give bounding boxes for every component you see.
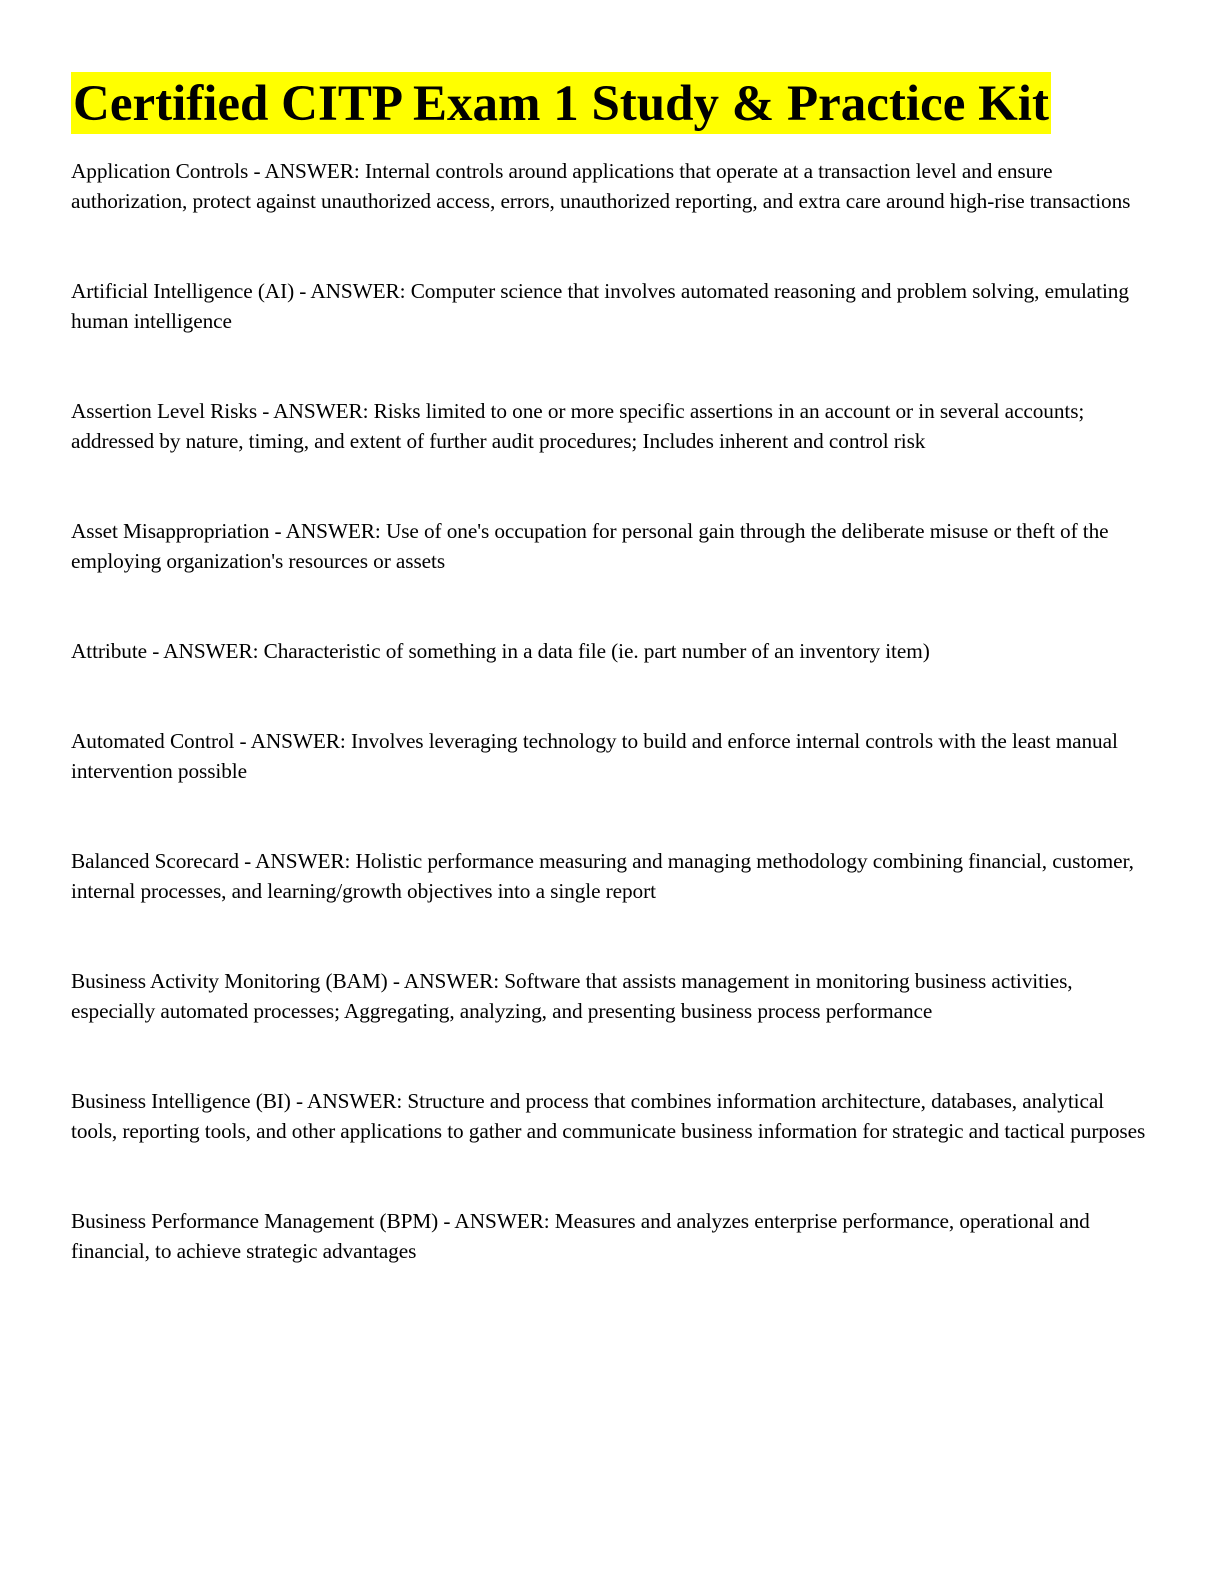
entry-automated-control: Automated Control - ANSWER: Involves leveraging technology to build and enforce internal controls with the least manual intervention possible [71,729,1118,783]
document-title: Certified CITP Exam 1 Study & Practice Kit [71,72,1051,134]
entry-business-performance-management: Business Performance Management (BPM) - ANSWER: Measures and analyzes enterprise performance, operational and financial, to achieve strategic advantages [71,1209,1090,1263]
entry-assertion-level-risks: Assertion Level Risks - ANSWER: Risks limited to one or more specific assertions in an account or in several accounts; addressed by nature, timing, and extent of further audit procedures; Includes inherent and control risk [71,399,1085,453]
entry-asset-misappropriation: Asset Misappropriation - ANSWER: Use of one's occupation for personal gain through the deliberate misuse or theft of the employing organization's resources or assets [71,519,1109,573]
entry-artificial-intelligence: Artificial Intelligence (AI) - ANSWER: Computer science that involves automated reasoning and problem solving, emulating human intelligence [71,279,1129,333]
entry-attribute: Attribute - ANSWER: Characteristic of something in a data file (ie. part number of an inventory item) [71,639,930,663]
document-page [71,72,1151,1326]
entry-business-activity-monitoring: Business Activity Monitoring (BAM) - ANSWER: Software that assists management in monitoring business activities, especially automated processes; Aggregating, analyzing, and presenting business process performance [71,969,1073,1023]
entry-application-controls: Application Controls - ANSWER: Internal controls around applications that operate at a transaction level and ensure authorization, protect against unauthorized access, errors, unauthorized reporting, and extra care around high-rise transactions [71,159,1131,213]
entry-list [71,156,1151,1266]
entry-business-intelligence: Business Intelligence (BI) - ANSWER: Structure and process that combines information architecture, databases, analytical tools, reporting tools, and other applications to gather and communicate business information for strategic and tactical purposes [71,1089,1146,1143]
entry-balanced-scorecard: Balanced Scorecard - ANSWER: Holistic performance measuring and managing methodology combining financial, customer, internal processes, and learning/growth objectives into a single report [71,849,1134,903]
